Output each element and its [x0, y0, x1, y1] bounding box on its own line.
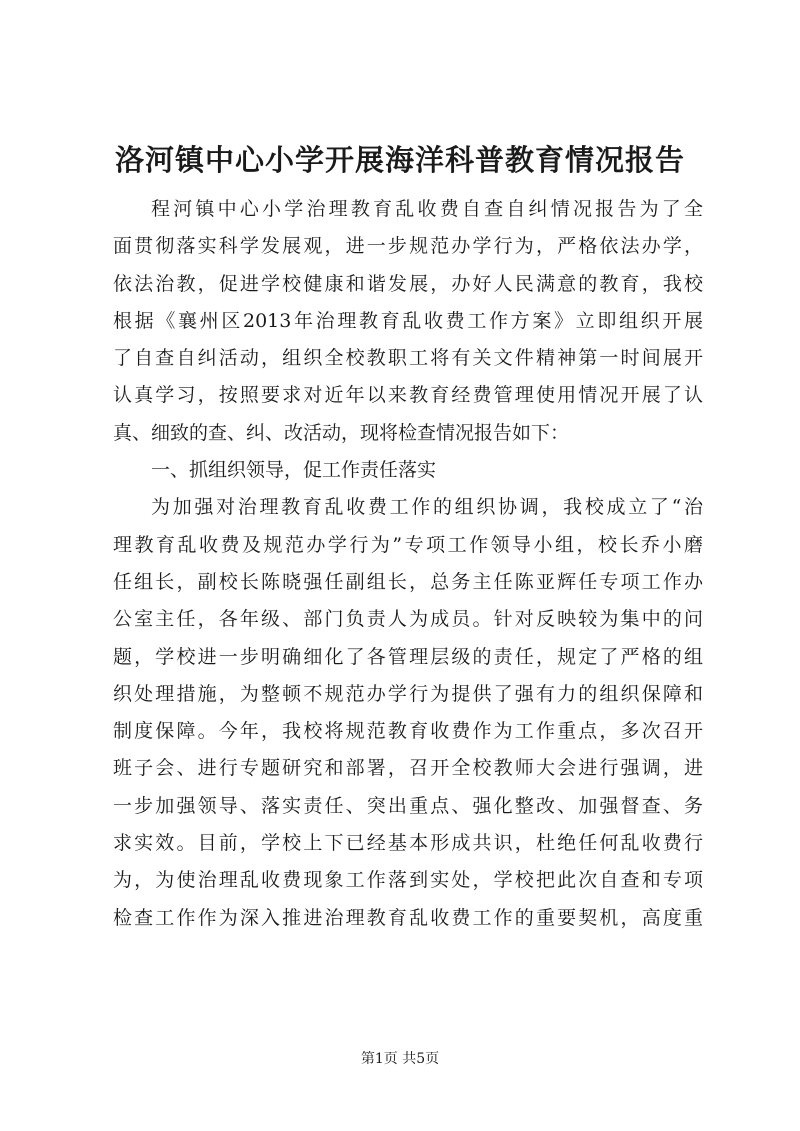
text-line: 任组长，副校长陈晓强任副组长，总务主任陈亚辉任专项工作办: [113, 570, 703, 593]
section-heading: [113, 452, 703, 489]
text-line: 检查工作作为深入推进治理教育乱收费工作的重要契机，高度重: [113, 906, 703, 929]
text-line: 为，为使治理乱收费现象工作落到实处，学校把此次自查和专项: [113, 869, 703, 892]
text-line: 为加强对治理教育乱收费工作的组织协调，我校成立了“治: [151, 496, 703, 519]
paragraph-intro: [113, 191, 703, 452]
document-title: 洛河镇中心小学开展海洋科普教育情况报告: [114, 143, 685, 177]
text-line: 认真学习，按照要求对近年以来教育经费管理使用情况开展了认: [113, 384, 703, 407]
document-body: [113, 191, 703, 937]
text-line: 一、抓组织领导，促工作责任落实: [151, 459, 437, 482]
text-line: 制度保障。今年，我校将规范教育收费作为工作重点，多次召开: [113, 720, 703, 743]
text-line: 求实效。目前，学校上下已经基本形成共识，杜绝任何乱收费行: [113, 832, 703, 855]
text-line: 一步加强领导、落实责任、突出重点、强化整改、加强督查、务: [113, 794, 703, 817]
page-number: 第1页 共5页: [360, 1051, 440, 1067]
text-line: 程河镇中心小学治理教育乱收费自查自纠情况报告为了全: [151, 198, 703, 220]
text-line: 理教育乱收费及规范办学行为”专项工作领导小组，校长乔小磨: [113, 533, 703, 556]
text-line: 班子会、进行专题研究和部署，召开全校教师大会进行强调，进: [113, 757, 703, 780]
paragraph-organization: [113, 489, 703, 937]
text-line: 了自查自纠活动，组织全校教职工将有关文件精神第一时间展开: [113, 347, 703, 370]
text-line: 根据《襄州区2013年治理教育乱收费工作方案》立即组织开展: [113, 309, 703, 332]
text-line: 题，学校进一步明确细化了各管理层级的责任，规定了严格的组: [113, 645, 703, 668]
text-line: 依法治教，促进学校健康和谐发展，办好人民满意的教育，我校: [113, 272, 703, 295]
text-line: 面贯彻落实科学发展观，进一步规范办学行为，严格依法办学，: [113, 235, 703, 258]
text-line: 公室主任，各年级、部门负责人为成员。针对反映较为集中的问: [113, 608, 703, 631]
text-line: 真、细致的查、纠、改活动，现将检查情况报告如下：: [113, 421, 570, 444]
text-line: 织处理措施，为整顿不规范办学行为提供了强有力的组织保障和: [113, 682, 703, 705]
